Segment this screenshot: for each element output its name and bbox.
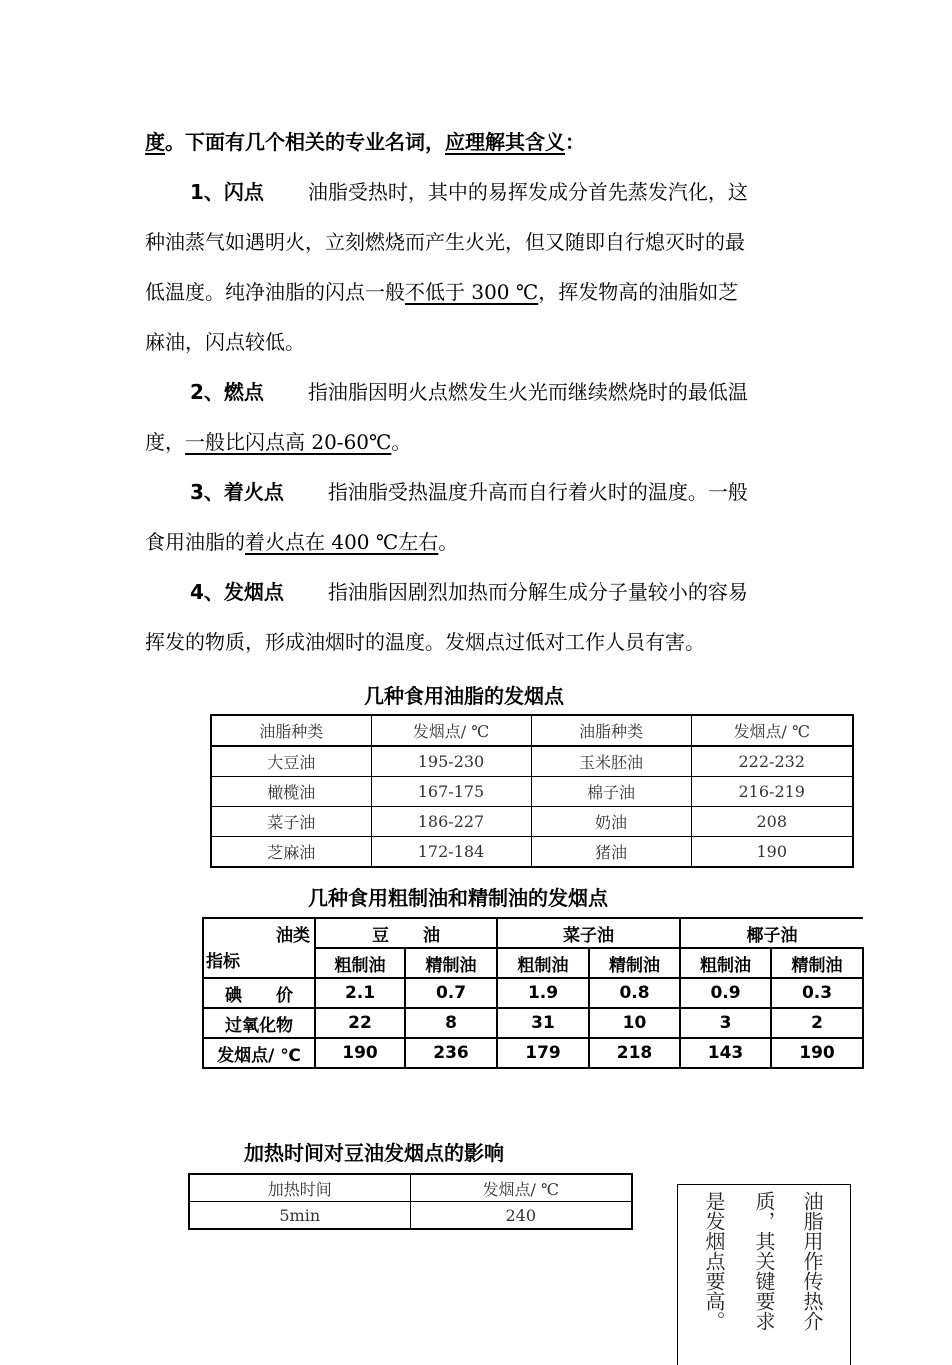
table-cell: 22 xyxy=(315,1008,405,1038)
corner-top-label: 油类 xyxy=(276,926,310,946)
table-cell: 大豆油 xyxy=(211,746,371,777)
table-cell: 玉米胚油 xyxy=(531,746,691,777)
smoke-line-2: 挥发的物质，形成油烟时的温度。发烟点过低对工作人员有害。 xyxy=(145,630,705,654)
table-cell: 186-227 xyxy=(371,807,531,837)
table-row xyxy=(211,746,853,777)
ignition-line-2 xyxy=(145,532,458,552)
header-cell: 发烟点/ ℃ xyxy=(410,1174,632,1202)
row-label: 碘 价 xyxy=(203,978,315,1008)
table-cell: 216-219 xyxy=(691,777,853,807)
flash-text-1: 油脂受热时，其中的易挥发成分首先蒸发汽化，这 xyxy=(307,180,748,204)
table-row xyxy=(211,837,853,868)
intro-part2: 。下面有几个相关的专业名词， xyxy=(165,130,445,154)
table3-caption: 加热时间对豆油发烟点的影响 xyxy=(244,1141,504,1165)
table-cell: 208 xyxy=(691,807,853,837)
ignition-text-2b: 着火点在 400 ℃左右 xyxy=(245,530,439,554)
table-cell: 179 xyxy=(497,1038,589,1068)
table-cell: 8 xyxy=(405,1008,497,1038)
table-cell: 236 xyxy=(405,1038,497,1068)
row-label: 过氧化物 xyxy=(203,1008,315,1038)
vertical-note-col-2: 质，其关键要求 xyxy=(752,1191,776,1331)
fire-text-2b: 一般比闪点高 20-60℃ xyxy=(185,430,392,454)
header-cell: 油脂种类 xyxy=(531,715,691,746)
ignition-text-2a: 食用油脂的 xyxy=(145,530,245,554)
table-cell: 172-184 xyxy=(371,837,531,868)
table-cell: 芝麻油 xyxy=(211,837,371,868)
table-cell: 奶油 xyxy=(531,807,691,837)
header-cell: 加热时间 xyxy=(189,1174,410,1202)
table-row xyxy=(203,1008,863,1038)
table-cell: 240 xyxy=(410,1202,632,1230)
flash-line-3 xyxy=(145,282,738,302)
table1-caption: 几种食用油脂的发烟点 xyxy=(364,684,564,708)
group-header-soy: 豆 油 xyxy=(315,918,497,948)
sub-header-cell: 粗制油 xyxy=(315,948,405,978)
table-cell: 2 xyxy=(771,1008,863,1038)
fire-line-2 xyxy=(145,432,411,452)
table2-caption: 几种食用粗制油和精制油的发烟点 xyxy=(308,886,608,910)
table-cell: 橄榄油 xyxy=(211,777,371,807)
flash-term: 1、闪点 xyxy=(190,180,264,204)
table-cell: 31 xyxy=(497,1008,589,1038)
table-row xyxy=(211,777,853,807)
group-header-row xyxy=(203,918,863,948)
group-header-rapeseed: 菜子油 xyxy=(497,918,680,948)
fire-text-1: 指油脂因明火点燃发生火光而继续燃烧时的最低温 xyxy=(307,380,748,404)
table-cell: 190 xyxy=(691,837,853,868)
header-cell: 发烟点/ ℃ xyxy=(691,715,853,746)
intro-line xyxy=(145,132,585,152)
table-cell: 2.1 xyxy=(315,978,405,1008)
flash-line-1 xyxy=(190,182,748,202)
table-cell: 3 xyxy=(680,1008,771,1038)
table-cell: 218 xyxy=(589,1038,680,1068)
fire-text-2a: 度， xyxy=(145,430,185,454)
table-cell: 222-232 xyxy=(691,746,853,777)
table-cell: 1.9 xyxy=(497,978,589,1008)
smoke-term: 4、发烟点 xyxy=(190,580,284,604)
flash-text-3a: 低温度。纯净油脂的闪点一般 xyxy=(145,280,405,304)
table-cell: 0.3 xyxy=(771,978,863,1008)
table-row xyxy=(203,978,863,1008)
table-header-row xyxy=(211,715,853,746)
header-cell: 油脂种类 xyxy=(211,715,371,746)
flash-line-4: 麻油，闪点较低。 xyxy=(145,330,305,354)
table-cell: 猪油 xyxy=(531,837,691,868)
flash-text-3c: ，挥发物高的油脂如芝 xyxy=(538,280,739,304)
heating-time-table xyxy=(188,1173,633,1230)
smoke-line-1 xyxy=(190,582,748,602)
sub-header-cell: 精制油 xyxy=(771,948,863,978)
table-row xyxy=(203,1038,863,1068)
table-cell: 5min xyxy=(189,1202,410,1230)
corner-cell xyxy=(203,918,315,978)
flash-line-2: 种油蒸气如遇明火，立刻燃烧而产生火光，但又随即自行熄灭时的最 xyxy=(145,230,745,254)
ignition-text-1: 指油脂受热温度升高而自行着火时的温度。一般 xyxy=(327,480,748,504)
fire-line-1 xyxy=(190,382,748,402)
ignition-line-1 xyxy=(190,482,748,502)
sub-header-cell: 精制油 xyxy=(589,948,680,978)
group-header-coconut: 椰子油 xyxy=(680,918,863,948)
intro-part3: 应理解其含义 xyxy=(445,130,565,154)
vertical-note-col-3: 是发烟点要高。 xyxy=(702,1191,726,1331)
table-cell: 167-175 xyxy=(371,777,531,807)
table-cell: 190 xyxy=(771,1038,863,1068)
sub-header-cell: 粗制油 xyxy=(497,948,589,978)
table-cell: 10 xyxy=(589,1008,680,1038)
sub-header-cell: 精制油 xyxy=(405,948,497,978)
fire-term: 2、燃点 xyxy=(190,380,264,404)
table-cell: 190 xyxy=(315,1038,405,1068)
vertical-note-col-1: 油脂用作传热介 xyxy=(800,1191,824,1331)
intro-part4: ： xyxy=(565,130,585,154)
table-cell: 143 xyxy=(680,1038,771,1068)
table-cell: 棉子油 xyxy=(531,777,691,807)
table-cell: 195-230 xyxy=(371,746,531,777)
table-cell: 0.8 xyxy=(589,978,680,1008)
smoke-text-1: 指油脂因剧烈加热而分解生成分子量较小的容易 xyxy=(327,580,748,604)
table-row xyxy=(211,807,853,837)
intro-part1: 度 xyxy=(145,130,165,154)
table-cell: 0.9 xyxy=(680,978,771,1008)
fire-text-2c: 。 xyxy=(391,430,412,454)
crude-refined-oil-table xyxy=(202,917,864,1069)
table-cell: 菜子油 xyxy=(211,807,371,837)
smoke-point-table xyxy=(210,714,854,868)
table-header-row xyxy=(189,1174,632,1202)
ignition-term: 3、着火点 xyxy=(190,480,284,504)
table-row xyxy=(189,1202,632,1230)
ignition-text-2c: 。 xyxy=(438,530,459,554)
row-label: 发烟点/ ℃ xyxy=(203,1038,315,1068)
vertical-note-box xyxy=(677,1184,851,1365)
sub-header-cell: 粗制油 xyxy=(680,948,771,978)
header-cell: 发烟点/ ℃ xyxy=(371,715,531,746)
flash-text-3b: 不低于 300 ℃ xyxy=(405,280,539,304)
table-cell: 0.7 xyxy=(405,978,497,1008)
corner-bottom-label: 指标 xyxy=(206,952,240,972)
